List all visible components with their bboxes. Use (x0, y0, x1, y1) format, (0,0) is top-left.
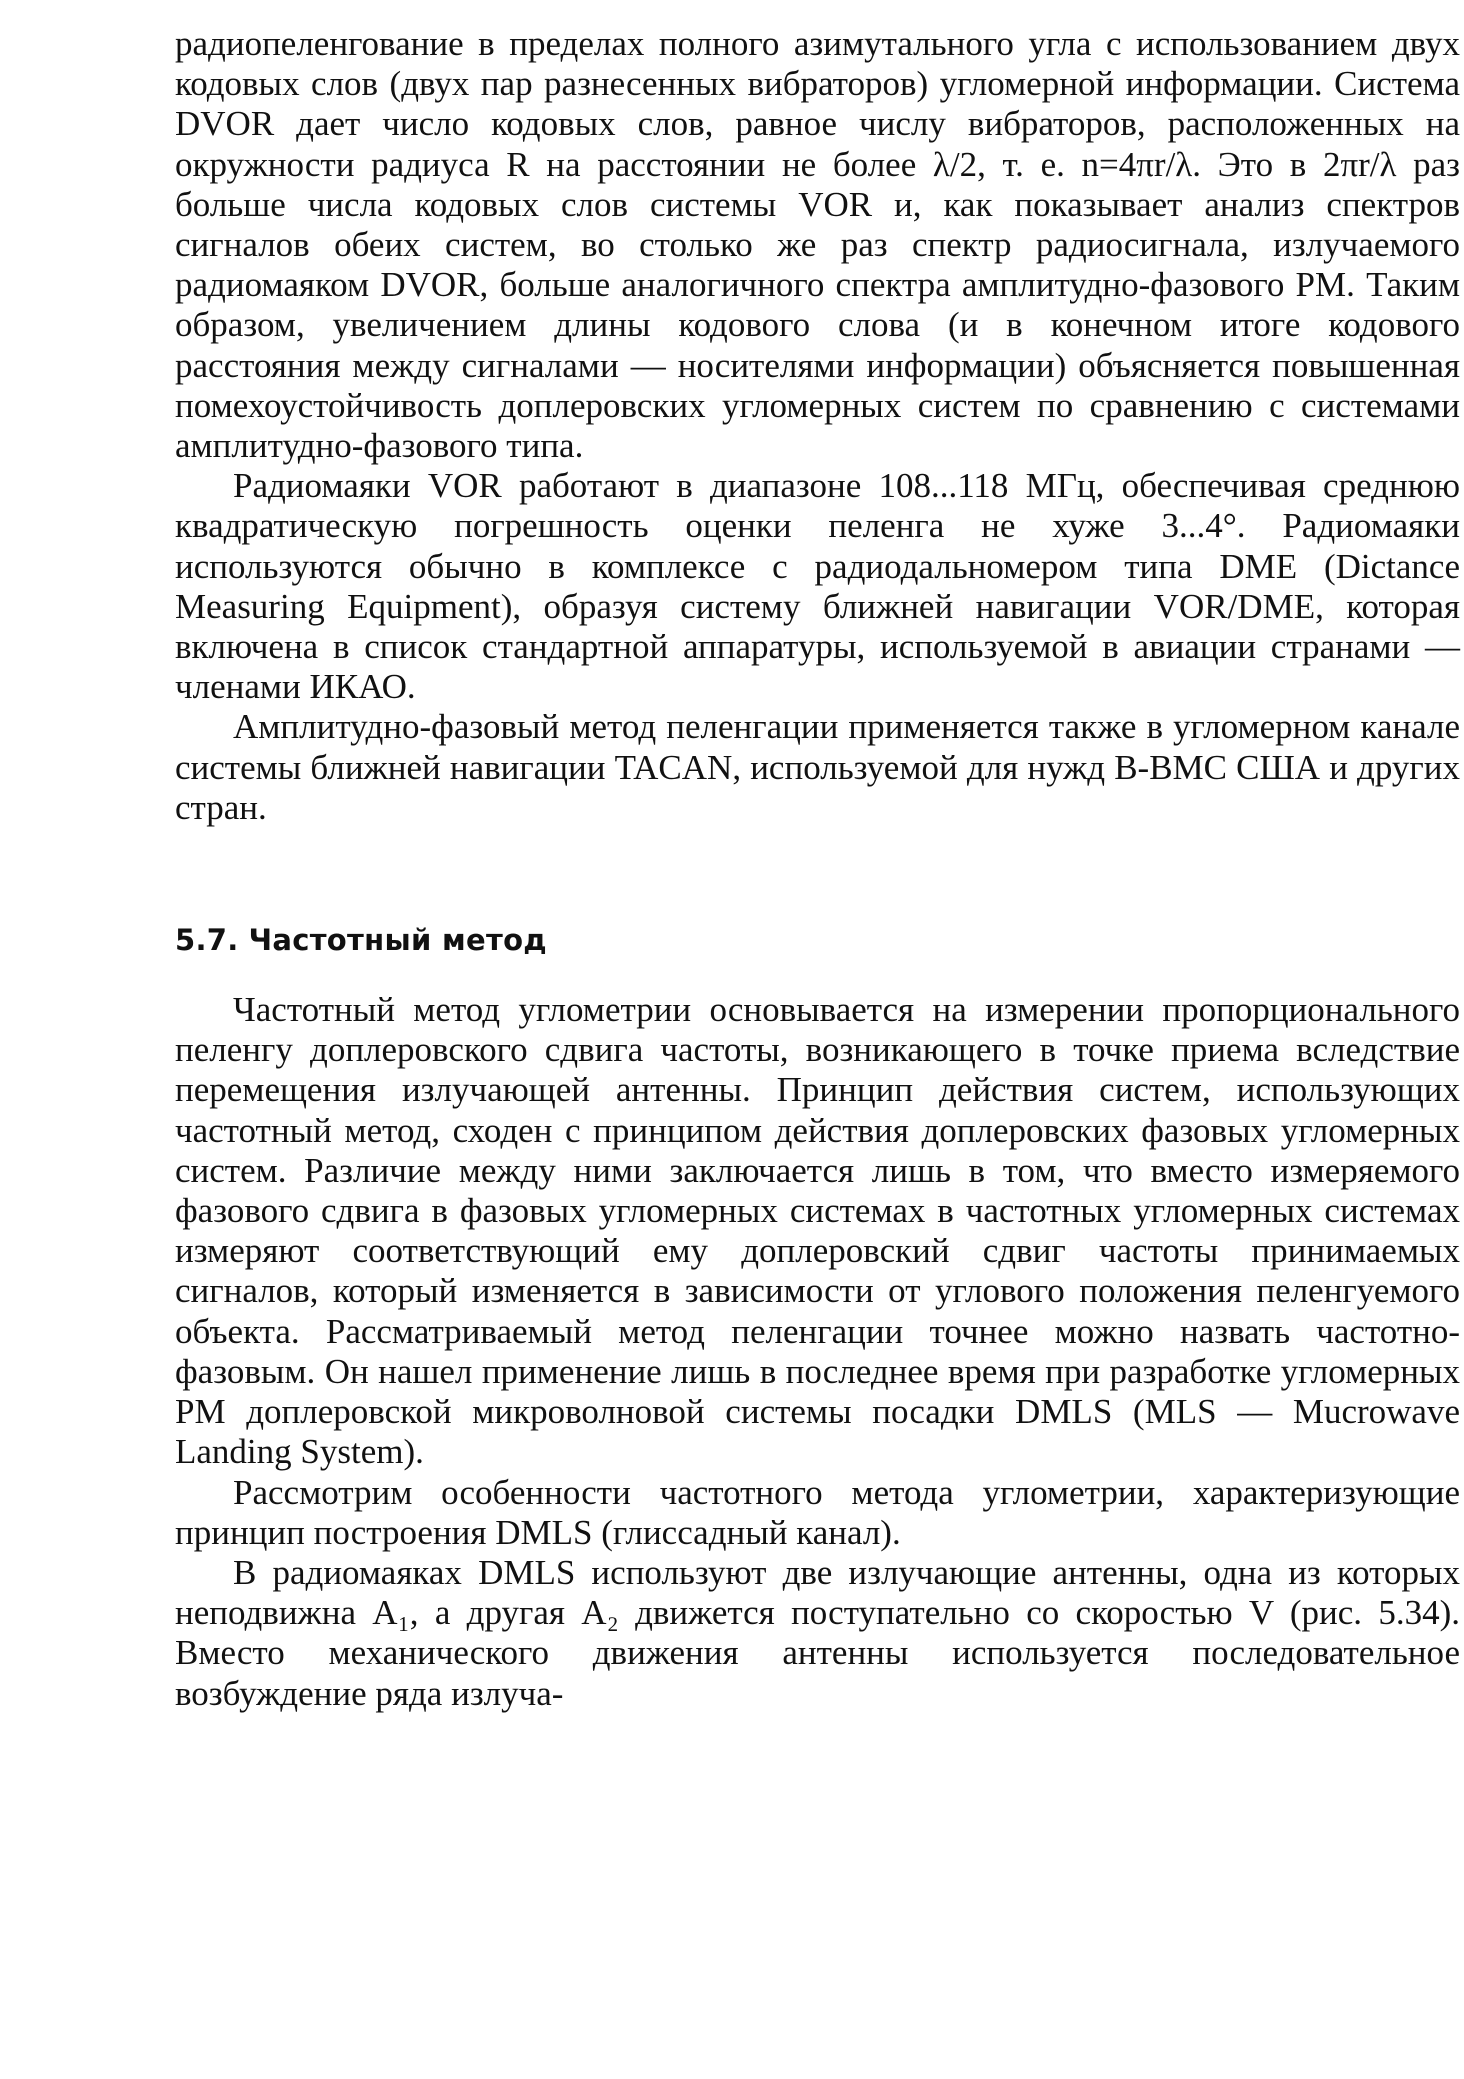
paragraph-frequency-method: Частотный метод углометрии основывается на измерении пропорционального пеленгу доплеровского сдвига частоты, возникающего в точке приема вследствие перемещения излучающей антенны. Принцип действия систем, использующих частотный метод, сходен с принципом действия доплеровских фазовых угломерных систем. Различие между ними заключается лишь в том, что вместо измеряемого фазового сдвига в фазовых угломерных системах в частотных угломерных системах измеряют соответствующий ему доплеровский сдвиг частоты принимаемых сигналов, который изменяется в зависимости от углового положения пеленгуемого объекта. Рассматриваемый метод пеленгации точнее можно назвать частотно-фазовым. Он нашел применение лишь в последнее время при разработке угломерных РМ доплеровской микроволновой системы посадки DMLS (MLS — Mucrowave Landing System). (175, 990, 1460, 1472)
paragraph-dmls-features: Рассмотрим особенности частотного метода углометрии, характеризующие принцип построения DMLS (глиссадный канал). (175, 1472, 1460, 1552)
paragraph-dmls-antennas: В радиомаяках DMLS используют две излучающие антенны, одна из которых неподвижна A₁, а другая A₂ движется поступательно со скоростью V (рис. 5.34). Вместо механического движения антенны используется последовательное возбуждение ряда излуча- (175, 1552, 1460, 1713)
section-heading (175, 920, 1460, 960)
section-number: 5.7. (175, 923, 239, 958)
section-title: Частотный метод (248, 923, 548, 958)
paragraph-tacan: Амплитудно-фазовый метод пеленгации применяется также в угломерном канале системы ближней навигации TACAN, используемой для нужд В-ВМС США и других стран. (175, 707, 1460, 827)
paragraph-dvor-continuation: радиопеленгование в пределах полного азимутального угла с использованием двух кодовых слов (двух пар разнесенных вибраторов) угломерной информации. Система DVOR дает число кодовых слов, равное числу вибраторов, расположенных на окружности радиуса R на расстоянии не более λ/2, т. е. n=4πr/λ. Это в 2πr/λ раз больше числа кодовых слов системы VOR и, как показывает анализ спектров сигналов обеих систем, во столько же раз спектр радиосигнала, излучаемого радиомаяком DVOR, больше аналогичного спектра амплитудно-фазового РМ. Таким образом, увеличением длины кодового слова (и в конечном итоге кодового расстояния между сигналами — носителями информации) объясняется повышенная помехоустойчивость доплеровских угломерных систем по сравнению с системами амплитудно-фазового типа. (175, 24, 1460, 466)
heading-gap (175, 960, 1460, 990)
paragraph-vor-range: Радиомаяки VOR работают в диапазоне 108...118 МГц, обеспечивая среднюю квадратическую погрешность оценки пеленга не хуже 3...4°. Радиомаяки используются обычно в комплексе с радиодальномером типа DME (Dictance Measuring Equipment), образуя систему ближней навигации VOR/DME, которая включена в список стандартной аппаратуры, используемой в авиации странами — членами ИКАО. (175, 466, 1460, 707)
book-page (175, 24, 1460, 1714)
